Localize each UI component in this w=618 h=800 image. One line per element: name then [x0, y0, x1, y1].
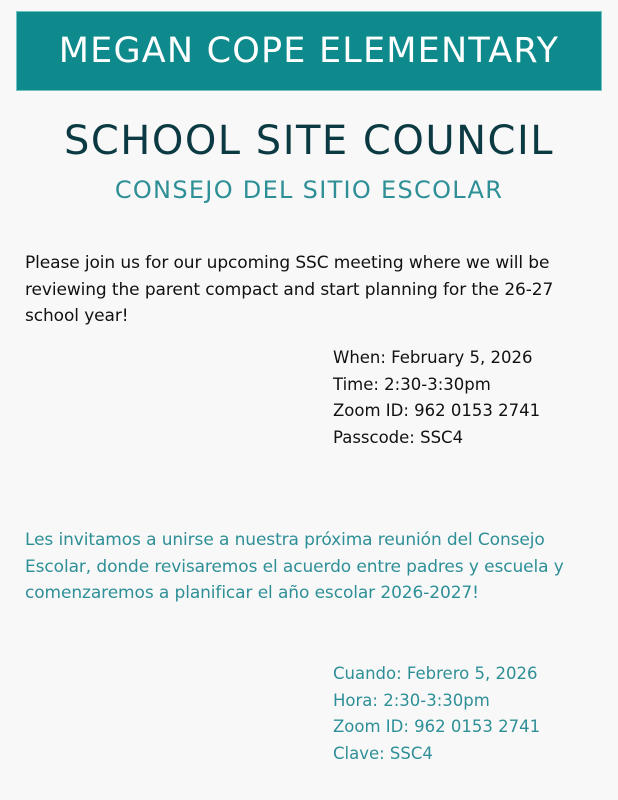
meeting-date: When: February 5, 2026 [333, 348, 533, 367]
zoom-passcode-spanish: Clave: SSC4 [333, 743, 433, 763]
page-title: SCHOOL SITE COUNCIL [63, 118, 555, 164]
zoom-id-spanish: Zoom ID: 962 0153 2741 [333, 717, 541, 736]
spanish-meeting-details [333, 661, 540, 767]
school-name-banner [16, 11, 602, 91]
zoom-id: Zoom ID: 962 0153 2741 [333, 401, 541, 420]
meeting-time-spanish: Hora: 2:30-3:30pm [333, 690, 490, 710]
page-subtitle-spanish: CONSEJO DEL SITIO ESCOLAR [114, 176, 504, 204]
spanish-invitation-paragraph: Les invitamos a unirse a nuestra próxima reunión del Consejo Escolar, donde revisaremos el acuerdo entre padres y escuela y comenzaremos a planificar el año escolar 2026-2027! [25, 530, 564, 603]
meeting-time: Time: 2:30-3:30pm [333, 374, 491, 394]
english-meeting-details [333, 345, 540, 451]
meeting-date-spanish: Cuando: Febrero 5, 2026 [333, 664, 538, 683]
english-invitation-paragraph: Please join us for our upcoming SSC meeting where we will be reviewing the parent compact and start planning for the 26-27 school year! [25, 253, 554, 326]
school-name: MEGAN COPE ELEMENTARY [58, 31, 560, 71]
zoom-passcode: Passcode: SSC4 [333, 427, 464, 447]
